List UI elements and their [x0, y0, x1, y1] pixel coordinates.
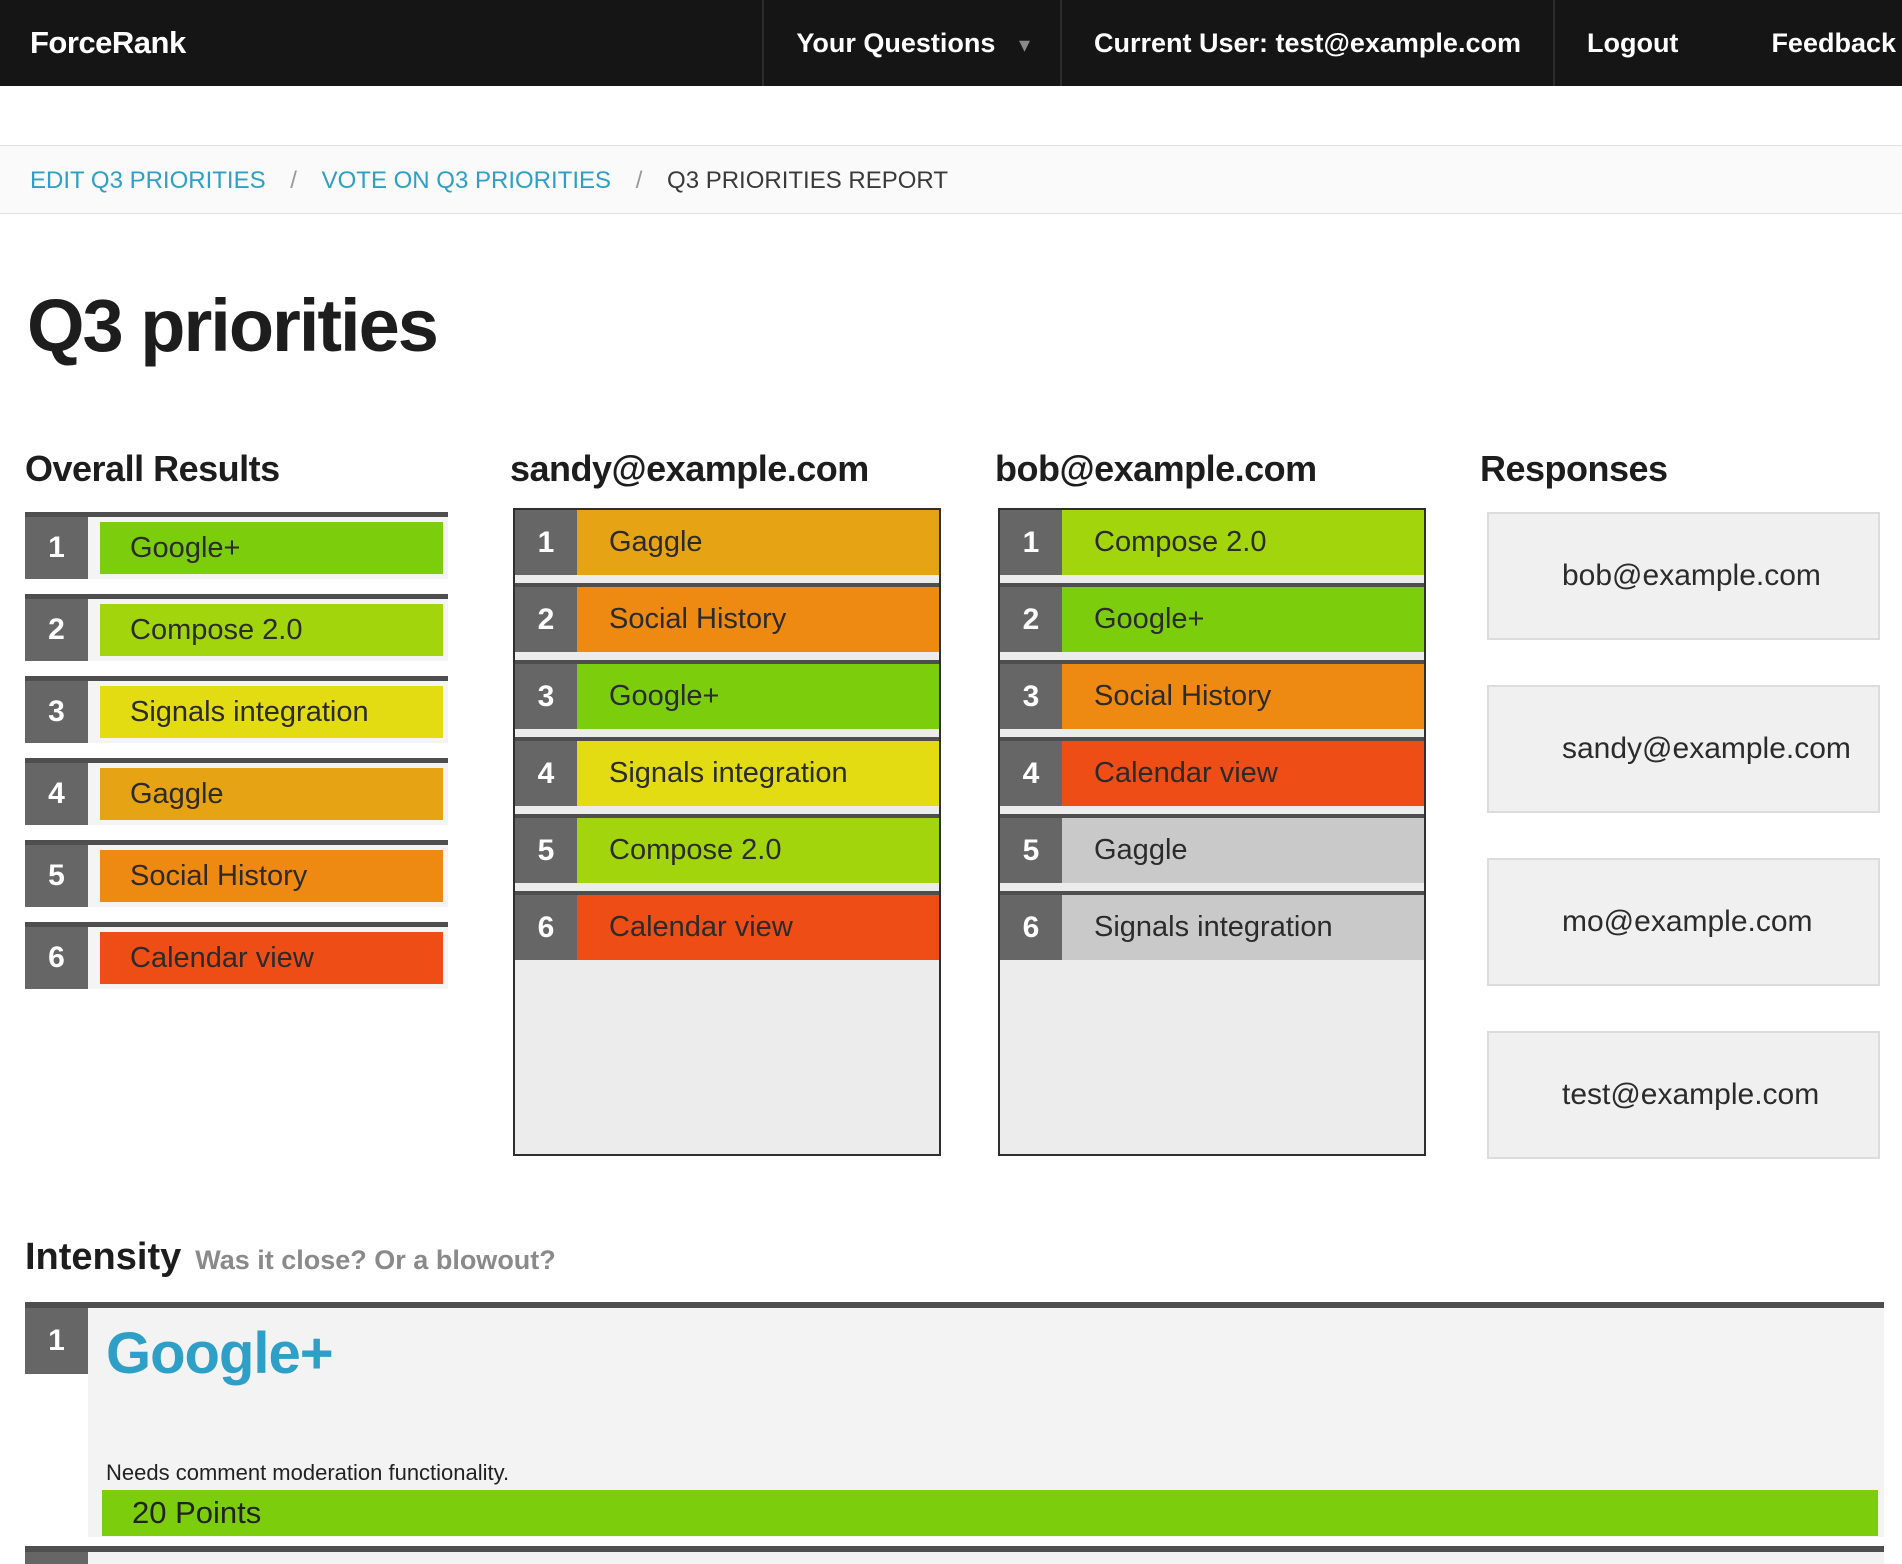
rank-number: 1 [515, 510, 577, 575]
ranked-item [1000, 737, 1424, 806]
intensity-title: Intensity [25, 1236, 182, 1278]
bob-vote-box [998, 508, 1426, 1156]
ranked-bar: Google+ [100, 522, 443, 574]
rank-number: 6 [25, 927, 88, 989]
ranked-bar: Compose 2.0 [577, 818, 939, 883]
sandy-vote-box [513, 508, 941, 1156]
overall-results-list [25, 512, 448, 1004]
rank-number: 2 [515, 587, 577, 652]
bob-column-heading: bob@example.com [995, 448, 1317, 489]
current-user-label: Current User: test@example.com [1060, 0, 1553, 86]
rank-number: 5 [515, 818, 577, 883]
ranked-item [1000, 814, 1424, 883]
ranked-item [515, 737, 939, 806]
rank-number: 3 [515, 664, 577, 729]
ranked-item [25, 512, 448, 579]
ranked-bar: Social History [1062, 664, 1424, 729]
ranked-bar: Social History [577, 587, 939, 652]
response-email: bob@example.com [1562, 559, 1821, 592]
breadcrumb-separator: / [635, 167, 643, 194]
rank-number [25, 1552, 88, 1564]
ranked-item [515, 891, 939, 960]
ranked-bar: Gaggle [577, 510, 939, 575]
ranked-item [515, 583, 939, 652]
ranked-item [1000, 891, 1424, 960]
rank-number: 5 [25, 845, 88, 907]
ranked-item [515, 814, 939, 883]
your-questions-label: Your Questions [796, 28, 996, 58]
ranked-item [1000, 510, 1424, 575]
brand-logo: ForceRank [30, 25, 186, 60]
ranked-bar: Signals integration [1062, 895, 1424, 960]
response-email: test@example.com [1562, 1078, 1820, 1111]
ranked-bar: Social History [100, 850, 443, 902]
ranked-item [25, 676, 448, 743]
intensity-item [25, 1302, 1884, 1537]
sandy-column-heading: sandy@example.com [510, 448, 869, 489]
ranked-bar: Compose 2.0 [100, 604, 443, 656]
chevron-down-icon: ▾ [1018, 32, 1030, 57]
rank-number: 4 [515, 741, 577, 806]
ranked-item [515, 660, 939, 729]
response-email: sandy@example.com [1562, 732, 1851, 765]
breadcrumb-edit-link[interactable]: EDIT Q3 PRIORITIES [30, 167, 266, 194]
ranked-bar: Calendar view [1062, 741, 1424, 806]
rank-number: 1 [25, 1308, 88, 1374]
intensity-panel [88, 1308, 1884, 1537]
intensity-subtitle: Was it close? Or a blowout? [195, 1245, 556, 1275]
intensity-heading [25, 1236, 556, 1279]
breadcrumb [0, 145, 1902, 214]
rank-number: 1 [25, 517, 88, 579]
response-card [1487, 512, 1880, 640]
ranked-item [1000, 583, 1424, 652]
rank-number: 5 [1000, 818, 1062, 883]
rank-number: 1 [1000, 510, 1062, 575]
ranked-item [25, 922, 448, 989]
rank-number: 3 [25, 681, 88, 743]
ranked-bar: Gaggle [100, 768, 443, 820]
ranked-bar: Signals integration [577, 741, 939, 806]
intensity-item-description: Needs comment moderation functionality. [106, 1460, 510, 1485]
response-card [1487, 858, 1880, 986]
ranked-bar: Calendar view [100, 932, 443, 984]
breadcrumb-current-page: Q3 PRIORITIES REPORT [667, 167, 948, 194]
ranked-item [1000, 660, 1424, 729]
ranked-bar: Signals integration [100, 686, 443, 738]
ranked-item [515, 510, 939, 575]
responses-heading: Responses [1480, 448, 1668, 489]
breadcrumb-separator: / [290, 167, 297, 194]
rank-number: 2 [1000, 587, 1062, 652]
ranked-item [25, 594, 448, 661]
rank-number: 2 [25, 599, 88, 661]
ranked-bar: Calendar view [577, 895, 939, 960]
response-email: mo@example.com [1562, 905, 1813, 938]
your-questions-menu[interactable] [762, 0, 1060, 86]
ranked-bar: Google+ [1062, 587, 1424, 652]
intensity-item-partial [25, 1546, 1884, 1564]
page-title: Q3 priorities [27, 284, 437, 367]
logout-link[interactable]: Logout [1553, 0, 1710, 86]
ranked-item [25, 840, 448, 907]
response-card [1487, 685, 1880, 813]
rank-number: 4 [1000, 741, 1062, 806]
points-bar: 20 Points [102, 1490, 1878, 1536]
breadcrumb-vote-link[interactable]: VOTE ON Q3 PRIORITIES [321, 167, 612, 194]
overall-results-heading: Overall Results [25, 448, 280, 489]
navbar-menu [762, 0, 1902, 86]
intensity-item-name[interactable]: Google+ [106, 1321, 333, 1386]
ranked-item [25, 758, 448, 825]
ranked-bar: Gaggle [1062, 818, 1424, 883]
top-navbar [0, 0, 1902, 86]
response-card [1487, 1031, 1880, 1159]
ranked-bar: Compose 2.0 [1062, 510, 1424, 575]
intensity-panel [88, 1552, 1884, 1564]
rank-number: 6 [515, 895, 577, 960]
rank-number: 3 [1000, 664, 1062, 729]
rank-number: 4 [25, 763, 88, 825]
rank-number: 6 [1000, 895, 1062, 960]
feedback-link[interactable]: Feedback [1771, 28, 1896, 58]
ranked-bar: Google+ [577, 664, 939, 729]
